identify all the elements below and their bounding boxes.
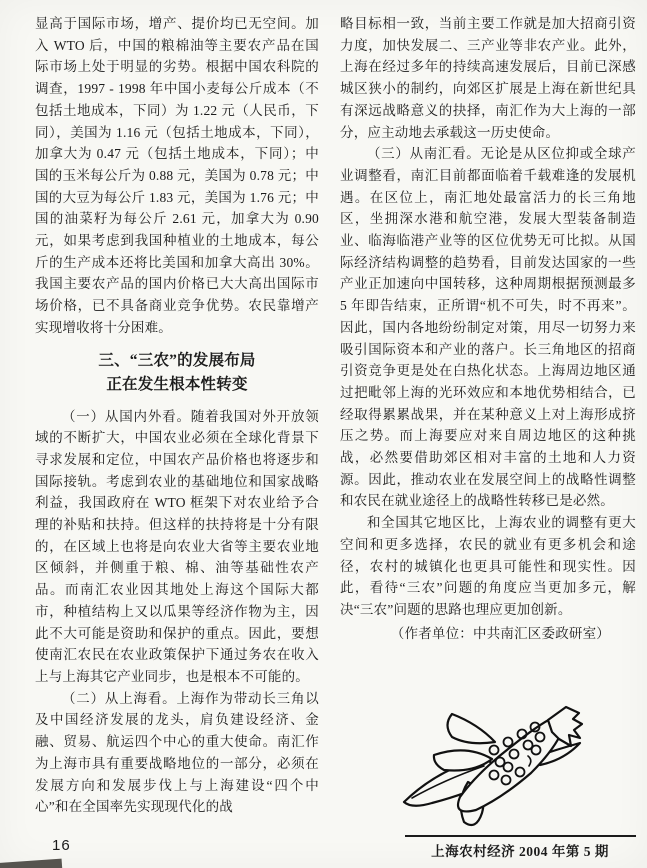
paragraph-costs-comparison: 显高于国际市场，增产、提价均已无空间。加入 WTO 后，中国的粮棉油等主要农产品在国际市场上处于明显的劣势。根据中国农科院的调查，1997 - 1998 年中国小麦每公斤成本（不包括土地成本，下同）为 1.22 元（人民币，下同），美国为 1.16 元（包括土地成本，下同），加拿大为 0.47 元（包括土地成本，下同）；中国的玉米每公斤为 0.88 元，美国为 0.78 元；中国的大豆为每公斤 1.83 元，美国为 1.76 元；中国的油菜籽为每公斤 2.61 元，加拿大为 0.90 元，如果考虑到我国种植业的土地成本，每公斤的生产成本还将比美国和加拿大高出 30%。我国主要农产品的国内价格已大大高出国际市场价格，已不具备商业竞争优势。农民靠增产实现增收将十分困难。 <box>35 16 319 335</box>
journal-footer: 上海农村经济 2004 年第 5 期 <box>431 844 609 859</box>
author-credit: （作者单位：中共南汇区委政研室） <box>390 625 610 641</box>
corn-cob-illustration <box>382 698 612 838</box>
section-heading-line1: 三、“三农”的发展布局 <box>98 351 256 369</box>
paragraph-domestic-view: （一）从国内外看。随着我国对外开放领域的不断扩大，中国农业必须在全球化背景下寻求发展和定位，中国农产品价格也将逐步和国际接轨。考虑到农业的基础地位和国家战略利益，我国政府在 WTO 框架下对农业给予合理的补贴和扶持。但这样的扶持将是十分有限的，在区域上也将是向农业大省等主要农业地区倾斜，并侧重于粮、棉、油等基础性农产品。而南汇农业因其地处上海这个国际大都市，种植结构上又以瓜果等经济作物为主，因此不大可能是资助和保护的重点。因此，要想使南汇农民在农业政策保护下通过务农在收入上与上海其它产业同步，也是根本不可能的。 <box>35 408 319 684</box>
paragraph-nanhui-view: （三）从南汇看。无论是从区位抑或全球产业调整看，南汇目前都面临着千载难逢的发展机遇。在区位上，南汇地处最富活力的长三角地区，坐拥深水港和航空港，发展大型装备制造业、临海临港产业等的区位优势无可比拟。从国际经济结构调整的趋势看，目前发达国家的一些产业正加速向中国转移，这种周期根据预测最多 5 年即告结束，正所谓“机不可失，时不再来”。因此，国内各地纷纷制定对策，用尽一切努力来吸引国际资本和产业的落户。长三角地区的招商引资竞争更是处在白热化状态。上海周边地区通过把毗邻上海的光环效应和本地优势相结合，已经取得累累战果，并在某种意义上对上海形成挤压之势。而上海要应对来自周边地区的这种挑战，必然要借助郊区相对丰富的土地和人力资源。因此，推动农业在发展空间上的战略性调整和农民在就业途径上的战略性转移已是必然。 <box>340 146 636 509</box>
corn-cob-icon <box>382 698 612 838</box>
section-heading-line2: 正在发生根本性转变 <box>106 375 248 393</box>
scan-edge-artifact <box>0 859 62 868</box>
left-column <box>35 13 319 818</box>
footer-rule <box>405 835 636 837</box>
paragraph-summary: 和全国其它地区比，上海农业的调整有更大空间和更多选择，农民的就业有更多机会和途径，农村的城镇化也更具可能性和现实性。因此，看待“三农”问题的角度应当更加多元，解决“三农”问题的思路也理应更加创新。 <box>340 515 636 617</box>
page-number: 16 <box>52 837 71 854</box>
paragraph-shanghai-view: （二）从上海看。上海作为带动长三角以及中国经济发展的龙头，肩负建设经济、金融、贸易、航运四个中心的重大使命。南汇作为上海市具有重要战略地位的一部分，必须在发展方向和发展步伐上与上海建设“四个中心”和在全国率先实现现代化的战 <box>35 690 319 815</box>
section-heading <box>35 349 319 397</box>
right-column <box>340 13 636 644</box>
paragraph-strategy-continuation: 略目标相一致，当前主要工作就是加大招商引资力度，加快发展二、三产业等非农产业。此外，上海在经过多年的持续高速发展后，目前已深感城区狭小的制约，向郊区扩展是上海在新世纪具有深远战略意义的抉择，南汇作为大上海的一部分，应主动地去承载这一历史使命。 <box>340 16 636 140</box>
